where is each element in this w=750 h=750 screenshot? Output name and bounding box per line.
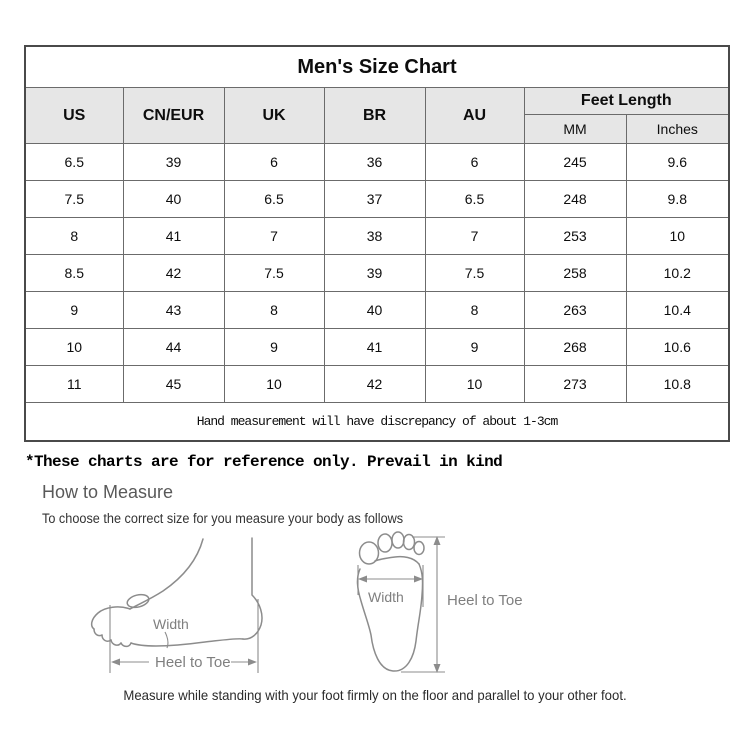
- size-cell: 7: [425, 218, 524, 255]
- size-cell: 7.5: [25, 181, 123, 218]
- size-cell: 10.6: [626, 329, 729, 366]
- size-cell: 41: [123, 218, 224, 255]
- left-arrowhead: [111, 659, 120, 666]
- table-row: [25, 218, 729, 255]
- table-row: [25, 144, 729, 181]
- size-cell: 6: [425, 144, 524, 181]
- foot-side-view-diagram: [85, 533, 305, 685]
- size-table-body: [25, 144, 729, 403]
- column-header-inches: Inches: [626, 115, 729, 144]
- size-cell: 248: [524, 181, 626, 218]
- size-cell: 41: [324, 329, 425, 366]
- size-cell: 263: [524, 292, 626, 329]
- size-cell: 6.5: [425, 181, 524, 218]
- table-row: [25, 255, 729, 292]
- size-cell: 9: [25, 292, 123, 329]
- size-cell: 245: [524, 144, 626, 181]
- size-cell: 8: [25, 218, 123, 255]
- size-cell: 42: [123, 255, 224, 292]
- size-cell: 10.8: [626, 366, 729, 403]
- column-header-br: BR: [324, 88, 425, 144]
- size-cell: 43: [123, 292, 224, 329]
- how-to-measure-intro: To choose the correct size for you measure your body as follows: [42, 511, 404, 526]
- size-cell: 6: [224, 144, 324, 181]
- size-cell: 258: [524, 255, 626, 292]
- size-cell: 11: [25, 366, 123, 403]
- chart-title: Men's Size Chart: [25, 46, 729, 88]
- table-row: [25, 292, 729, 329]
- size-cell: 40: [324, 292, 425, 329]
- size-cell: 9.8: [626, 181, 729, 218]
- size-cell: 10: [626, 218, 729, 255]
- size-cell: 8.5: [25, 255, 123, 292]
- size-cell: 39: [123, 144, 224, 181]
- size-cell: 253: [524, 218, 626, 255]
- size-cell: 44: [123, 329, 224, 366]
- size-cell: 7.5: [224, 255, 324, 292]
- size-cell: 39: [324, 255, 425, 292]
- column-header-uk: UK: [224, 88, 324, 144]
- top-width-label: Width: [368, 589, 404, 605]
- size-cell: 10: [224, 366, 324, 403]
- size-cell: 6.5: [224, 181, 324, 218]
- size-cell: 9: [224, 329, 324, 366]
- size-chart-table: [24, 45, 730, 442]
- size-cell: 10.4: [626, 292, 729, 329]
- size-cell: 9: [425, 329, 524, 366]
- size-cell: 8: [425, 292, 524, 329]
- side-width-label: Width: [153, 616, 189, 632]
- size-cell: 45: [123, 366, 224, 403]
- column-header-au: AU: [425, 88, 524, 144]
- size-cell: 268: [524, 329, 626, 366]
- table-row: [25, 366, 729, 403]
- big-toe: [360, 542, 379, 564]
- size-cell: 273: [524, 366, 626, 403]
- table-row: [25, 329, 729, 366]
- top-heel-to-toe-label: Heel to Toe: [447, 592, 523, 609]
- size-cell: 8: [224, 292, 324, 329]
- table-row: [25, 181, 729, 218]
- size-cell: 40: [123, 181, 224, 218]
- size-cell: 36: [324, 144, 425, 181]
- size-cell: 10: [25, 329, 123, 366]
- size-cell: 6.5: [25, 144, 123, 181]
- size-cell: 7.5: [425, 255, 524, 292]
- table-note: Hand measurement will have discrepancy of about 1-3cm: [25, 403, 729, 442]
- size-cell: 10: [425, 366, 524, 403]
- column-header-mm: MM: [524, 115, 626, 144]
- column-header-feet-length: Feet Length: [524, 88, 729, 115]
- right-arrowhead: [248, 659, 257, 666]
- size-cell: 37: [324, 181, 425, 218]
- size-cell: 10.2: [626, 255, 729, 292]
- size-cell: 42: [324, 366, 425, 403]
- size-cell: 7: [224, 218, 324, 255]
- disclaimer-text: *These charts are for reference only. Prevail in kind: [25, 453, 503, 471]
- footprint-top-view-diagram: [345, 523, 545, 685]
- how-to-measure-heading: How to Measure: [42, 482, 174, 502]
- column-header-us: US: [25, 88, 123, 144]
- measure-instruction: Measure while standing with your foot firmly on the floor and parallel to your other foot.: [123, 687, 627, 703]
- side-heel-to-toe-label: Heel to Toe: [155, 654, 231, 671]
- column-header-cn-eur: CN/EUR: [123, 88, 224, 144]
- size-cell: 38: [324, 218, 425, 255]
- size-cell: 9.6: [626, 144, 729, 181]
